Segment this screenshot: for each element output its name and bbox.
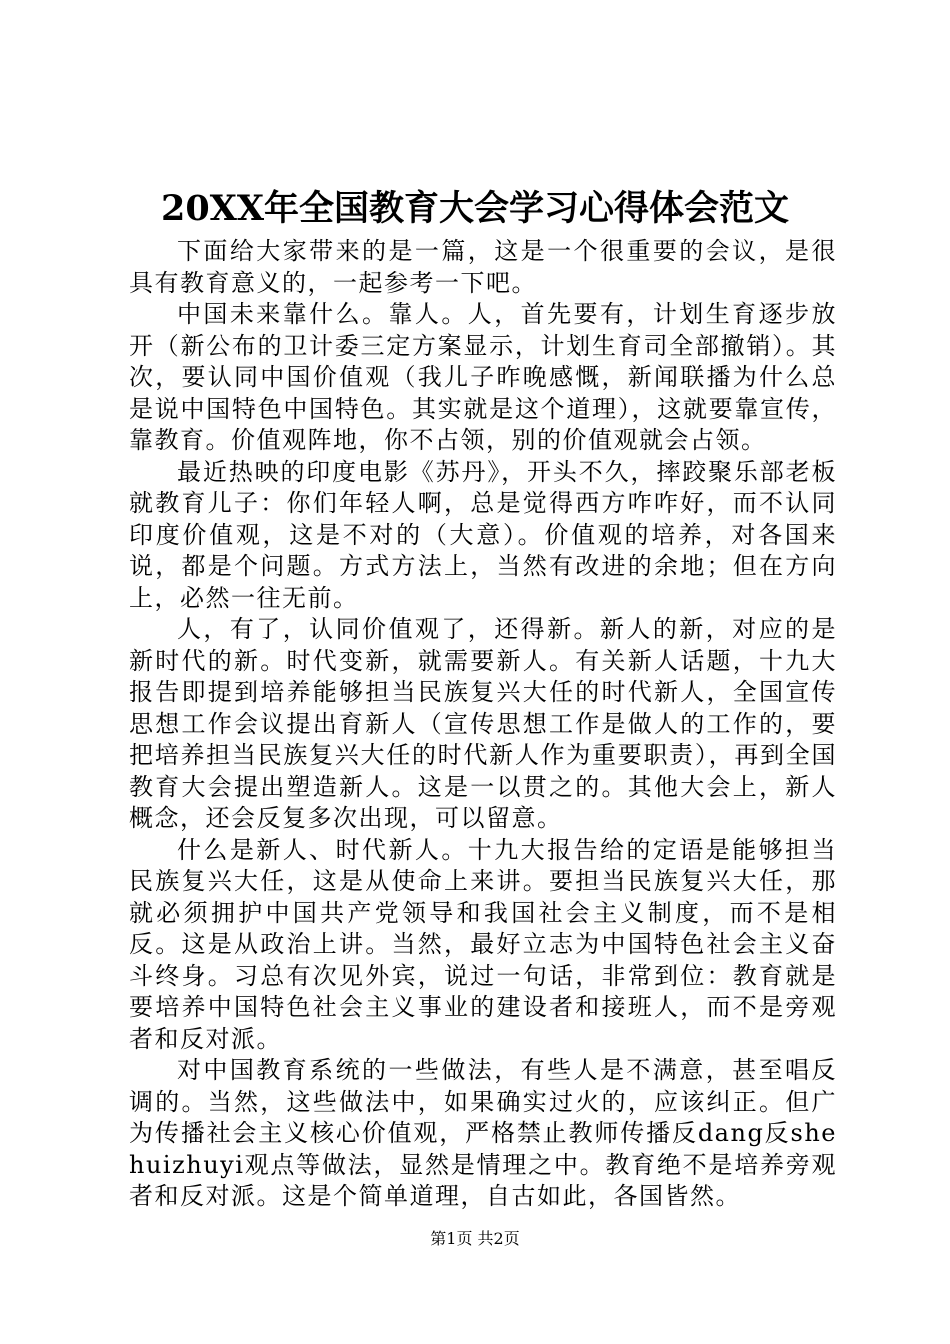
paragraph-what-is-new-people: 什么是新人、时代新人。十九大报告给的定语是能够担当民族复兴大任，这是从使命上来讲。要担当民族复兴大任，那就必须拥护中国共产党领导和我国社会主义制度，而不是相反。这是从政治上讲。当然，最好立志为中国特色社会主义奋斗终身。习总有次见外宾，说过一句话，非常到位：教育就是要培养中国特色社会主义事业的建设者和接班人，而不是旁观者和反对派。 xyxy=(129,835,837,1053)
page-number-footer: 第1页 共2页 xyxy=(430,1229,520,1248)
paragraph-sultan-film: 最近热映的印度电影《苏丹》，开头不久，摔跤聚乐部老板就教育儿子：你们年轻人啊，总是觉得西方咋咋好，而不认同印度价值观，这是不对的（大意）。价值观的培养，对各国来说，都是个问题。方式方法上，当然有改进的余地；但在方向上，必然一往无前。 xyxy=(129,457,837,612)
document-body xyxy=(129,236,837,1213)
paragraph-education-system: 对中国教育系统的一些做法，有些人是不满意，甚至唱反调的。当然，这些做法中，如果确实过火的，应该纠正。但广为传播社会主义核心价值观，严格禁止教师传播反dang反shehuizhuyi观点等做法，显然是情理之中。教育绝不是培养旁观者和反对派。这是个简单道理，自古如此，各国皆然。 xyxy=(129,1056,837,1210)
paragraph-new-people: 人，有了，认同价值观了，还得新。新人的新，对应的是新时代的新。时代变新，就需要新人。有关新人话题，十九大报告即提到培养能够担当民族复兴大任的时代新人，全国宣传思想工作会议提出育新人（宣传思想工作是做人的工作的，要把培养担当民族复兴大任的时代新人作为重要职责），再到全国教育大会提出塑造新人。这是一以贯之的。其他大会上，新人概念，还会反复多次出现，可以留意。 xyxy=(129,615,837,832)
paragraph-future-relies-on-people: 中国未来靠什么。靠人。人，首先要有，计划生育逐步放开（新公布的卫计委三定方案显示，计划生育司全部撤销）。其次，要认同中国价值观（我儿子昨晚感慨，新闻联播为什么总是说中国特色中国特色。其实就是这个道理），这就要靠宣传，靠教育。价值观阵地，你不占领，别的价值观就会占领。 xyxy=(129,300,837,454)
document-title: 20XX年全国教育大会学习心得体会范文 xyxy=(160,188,790,229)
paragraph-intro: 下面给大家带来的是一篇，这是一个很重要的会议，是很具有教育意义的，一起参考一下吧。 xyxy=(129,237,837,297)
